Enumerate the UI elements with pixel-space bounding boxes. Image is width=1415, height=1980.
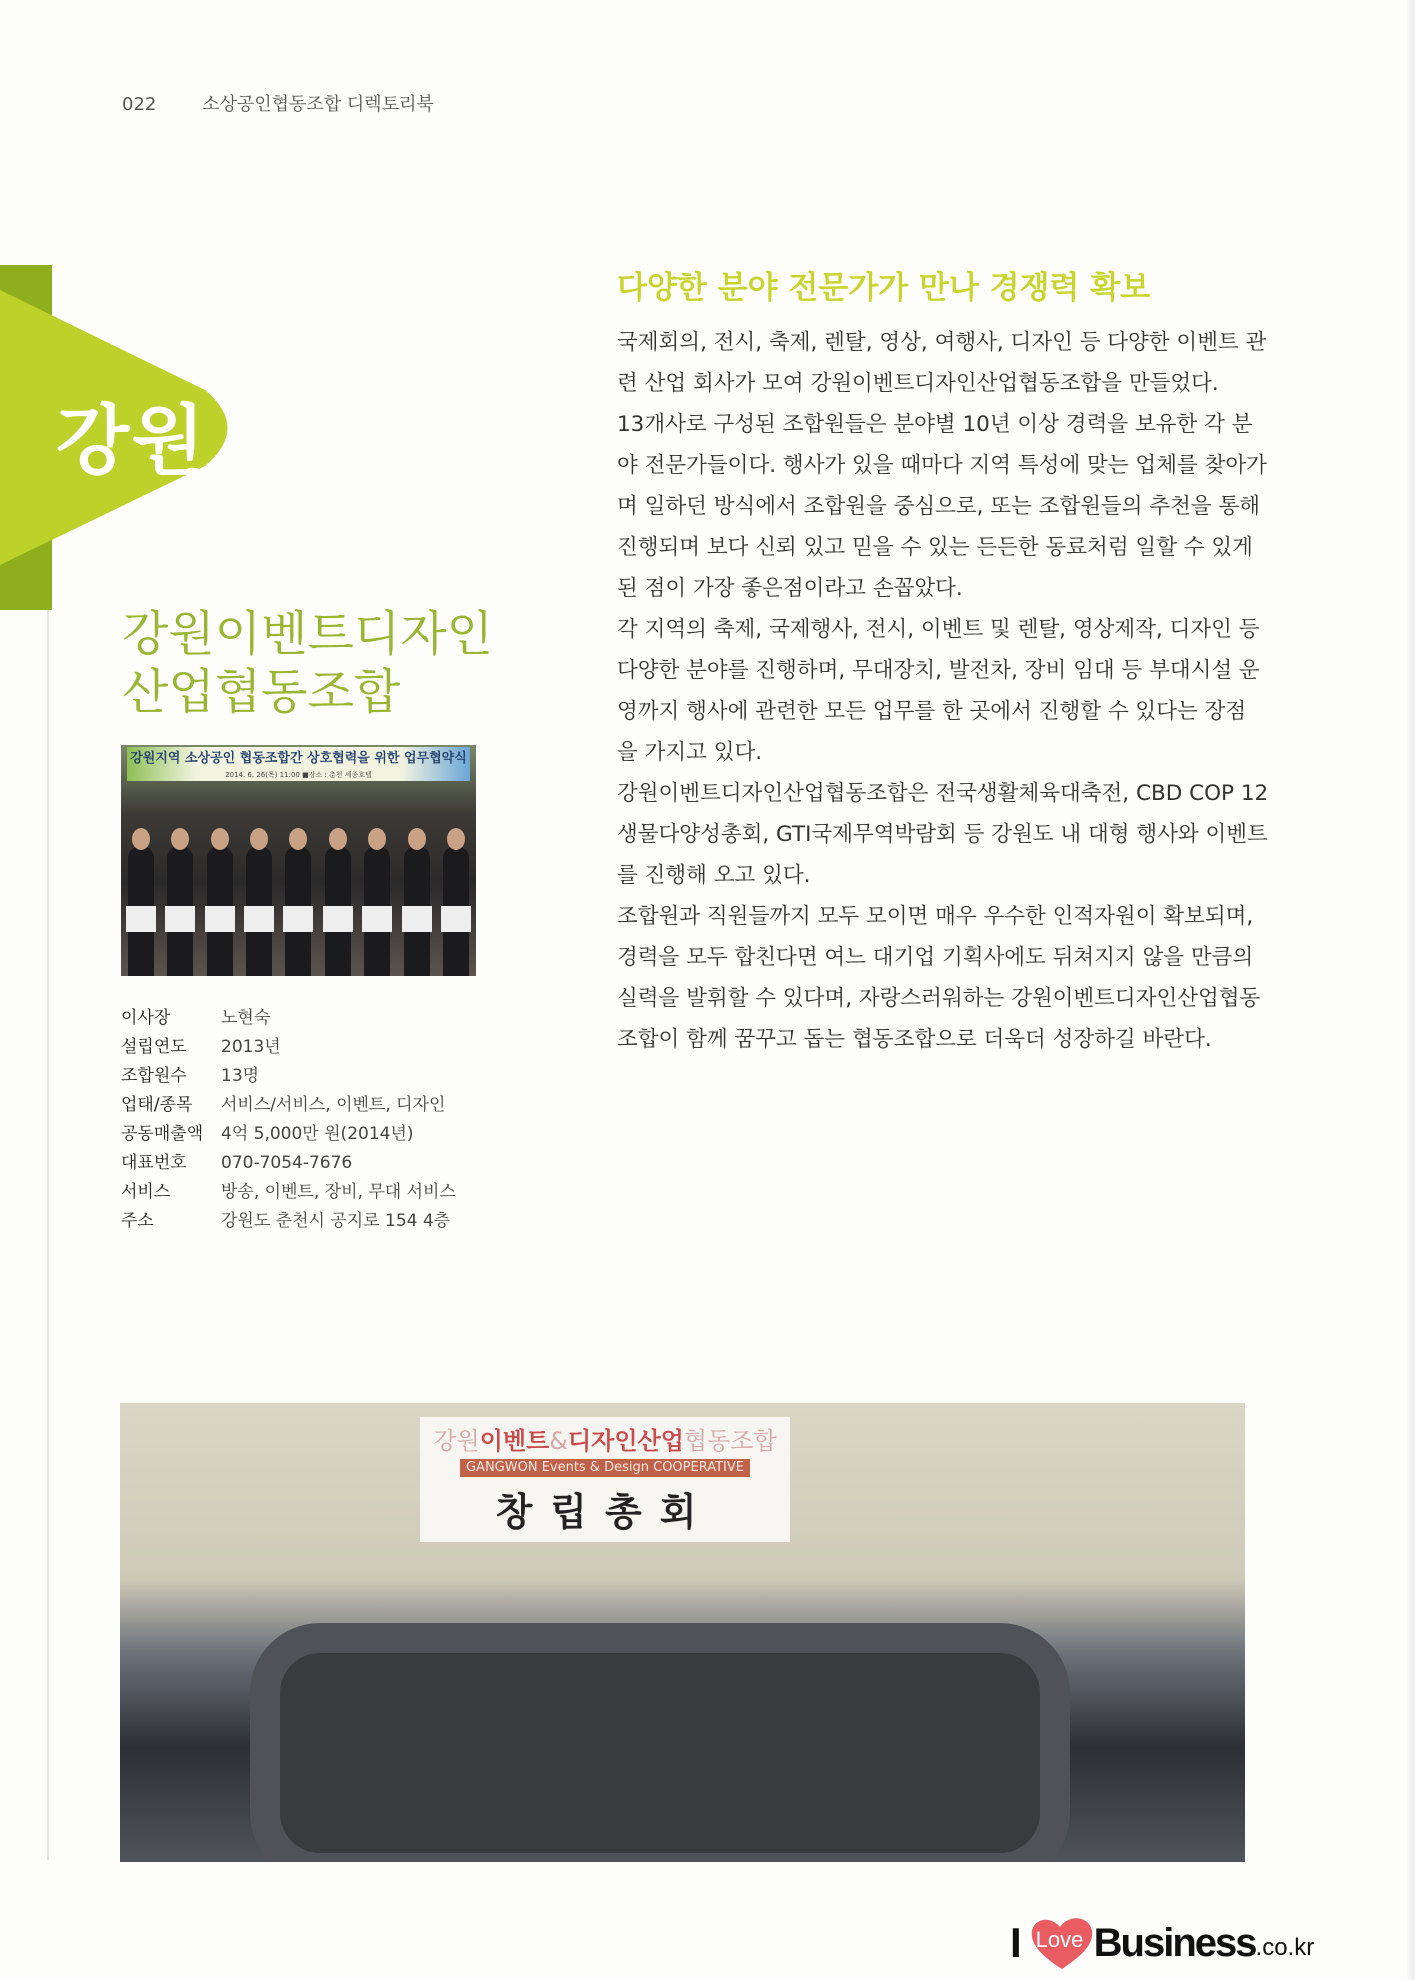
- photo-banner: [127, 747, 470, 781]
- meeting-table: [280, 1653, 1040, 1853]
- region-arrow-shape: [0, 0, 260, 620]
- info-row: 서비스 방송, 이벤트, 장비, 무대 서비스: [121, 1182, 456, 1202]
- page-edge-shadow: [1407, 0, 1415, 1980]
- group-of-people: [121, 826, 476, 976]
- agreement-ceremony-photo: [121, 745, 476, 976]
- article-line: 실력을 발휘할 수 있다며, 자랑스러워하는 강원이벤트디자인산업협동: [617, 986, 1261, 1011]
- article-line: 된 점이 가장 좋은점이라고 손꼽았다.: [617, 576, 963, 601]
- article-line: 각 지역의 축제, 국제행사, 전시, 이벤트 및 렌탈, 영상제작, 디자인 등: [617, 617, 1260, 642]
- i-love-business-logo: [1010, 1915, 1314, 1971]
- info-row: 공동매출액 4억 5,000만 원(2014년): [121, 1124, 414, 1144]
- article-line: 조합원과 직원들까지 모두 모이면 매우 우수한 인적자원이 확보되며,: [617, 904, 1254, 929]
- banner-subtext: 2014. 6. 26(목) 11:00 ■장소 : 춘천 세종호텔: [225, 771, 372, 779]
- info-row: 업태/종목 서비스/서비스, 이벤트, 디자인: [121, 1095, 446, 1115]
- logo-domain: .co.kr: [1255, 1934, 1315, 1961]
- article-line: 13개사로 구성된 조합원들은 분야별 10년 이상 경력을 보유한 각 분: [617, 412, 1253, 437]
- sign-text: 협동조합: [683, 1427, 777, 1455]
- article-line: 를 진행해 오고 있다.: [617, 863, 811, 888]
- info-row: 주소 강원도 춘천시 공지로 154 4층: [121, 1211, 451, 1231]
- article-line: 을 가지고 있다.: [617, 740, 763, 765]
- article-heading: 다양한 분야 전문가가 만나 경쟁력 확보: [617, 270, 1151, 306]
- sign-text: 강원: [433, 1427, 480, 1455]
- info-row: 조합원수 13명: [121, 1066, 260, 1086]
- info-row: 이사장 노현숙: [121, 1008, 271, 1028]
- book-title: 소상공인협동조합 디렉토리북: [202, 94, 434, 115]
- logo-love: Love: [1035, 1927, 1084, 1952]
- sign-text: &: [549, 1427, 568, 1455]
- article-line: 다양한 분야를 진행하며, 무대장치, 발전차, 장비 임대 등 부대시설 운: [617, 658, 1260, 683]
- banner-text: 강원지역 소상공인 협동조합간 상호협력을 위한 업무협약식: [130, 751, 467, 766]
- article-line: 진행되며 보다 신뢰 있고 믿을 수 있는 든든한 동료처럼 일할 수 있게: [617, 535, 1253, 560]
- article-line: 경력을 모두 합친다면 여느 대기업 기획사에도 뒤쳐지지 않을 만큼의: [617, 945, 1254, 970]
- coop-title: [122, 605, 493, 721]
- founding-sign: [420, 1417, 790, 1542]
- sign-text: 디자인산업: [567, 1427, 684, 1455]
- logo-business: Business: [1093, 1920, 1256, 1965]
- article-line: 조합이 함께 꿈꾸고 돕는 협동조합으로 더욱더 성장하길 바란다.: [617, 1027, 1212, 1052]
- article-line: 며 일하던 방식에서 조합원을 중심으로, 또는 조합원들의 추천을 통해: [617, 494, 1261, 519]
- sign-title: 창립총회: [495, 1489, 715, 1534]
- article-line: 강원이벤트디자인산업협동조합은 전국생활체육대축전, CBD COP 12: [617, 781, 1269, 806]
- info-row: 대표번호 070-7054-7676: [121, 1153, 353, 1173]
- article-line: 국제회의, 전시, 축제, 렌탈, 영상, 여행사, 디자인 등 다양한 이벤트 관: [617, 330, 1267, 355]
- article-body: [617, 322, 1269, 1060]
- coop-title-line: 산업협동조합: [122, 664, 401, 720]
- coop-info-list: [121, 1004, 456, 1236]
- founding-meeting-photo: [120, 1403, 1245, 1862]
- divider-line: [47, 610, 49, 1860]
- article-line: 련 산업 회사가 모여 강원이벤트디자인산업협동조합을 만들었다.: [617, 371, 1219, 396]
- article-line: 야 전문가들이다. 행사가 있을 때마다 지역 특성에 맞는 업체를 찾아가: [617, 453, 1267, 478]
- sign-text: 이벤트: [479, 1427, 550, 1455]
- article-line: 영까지 행사에 관련한 모든 업무를 한 곳에서 진행할 수 있다는 장점: [617, 699, 1247, 724]
- heart-icon: [1030, 1915, 1094, 1971]
- info-row: 설립연도 2013년: [121, 1037, 281, 1057]
- region-label: 강원: [56, 396, 207, 485]
- logo-i: I: [1010, 1919, 1022, 1966]
- sign-english: GANGWON Events & Design COOPERATIVE: [460, 1459, 750, 1477]
- page-number: 022: [122, 94, 157, 115]
- coop-title-line: 강원이벤트디자인: [122, 606, 493, 662]
- article-line: 생물다양성총회, GTI국제무역박람회 등 강원도 내 대형 행사와 이벤트: [617, 822, 1268, 847]
